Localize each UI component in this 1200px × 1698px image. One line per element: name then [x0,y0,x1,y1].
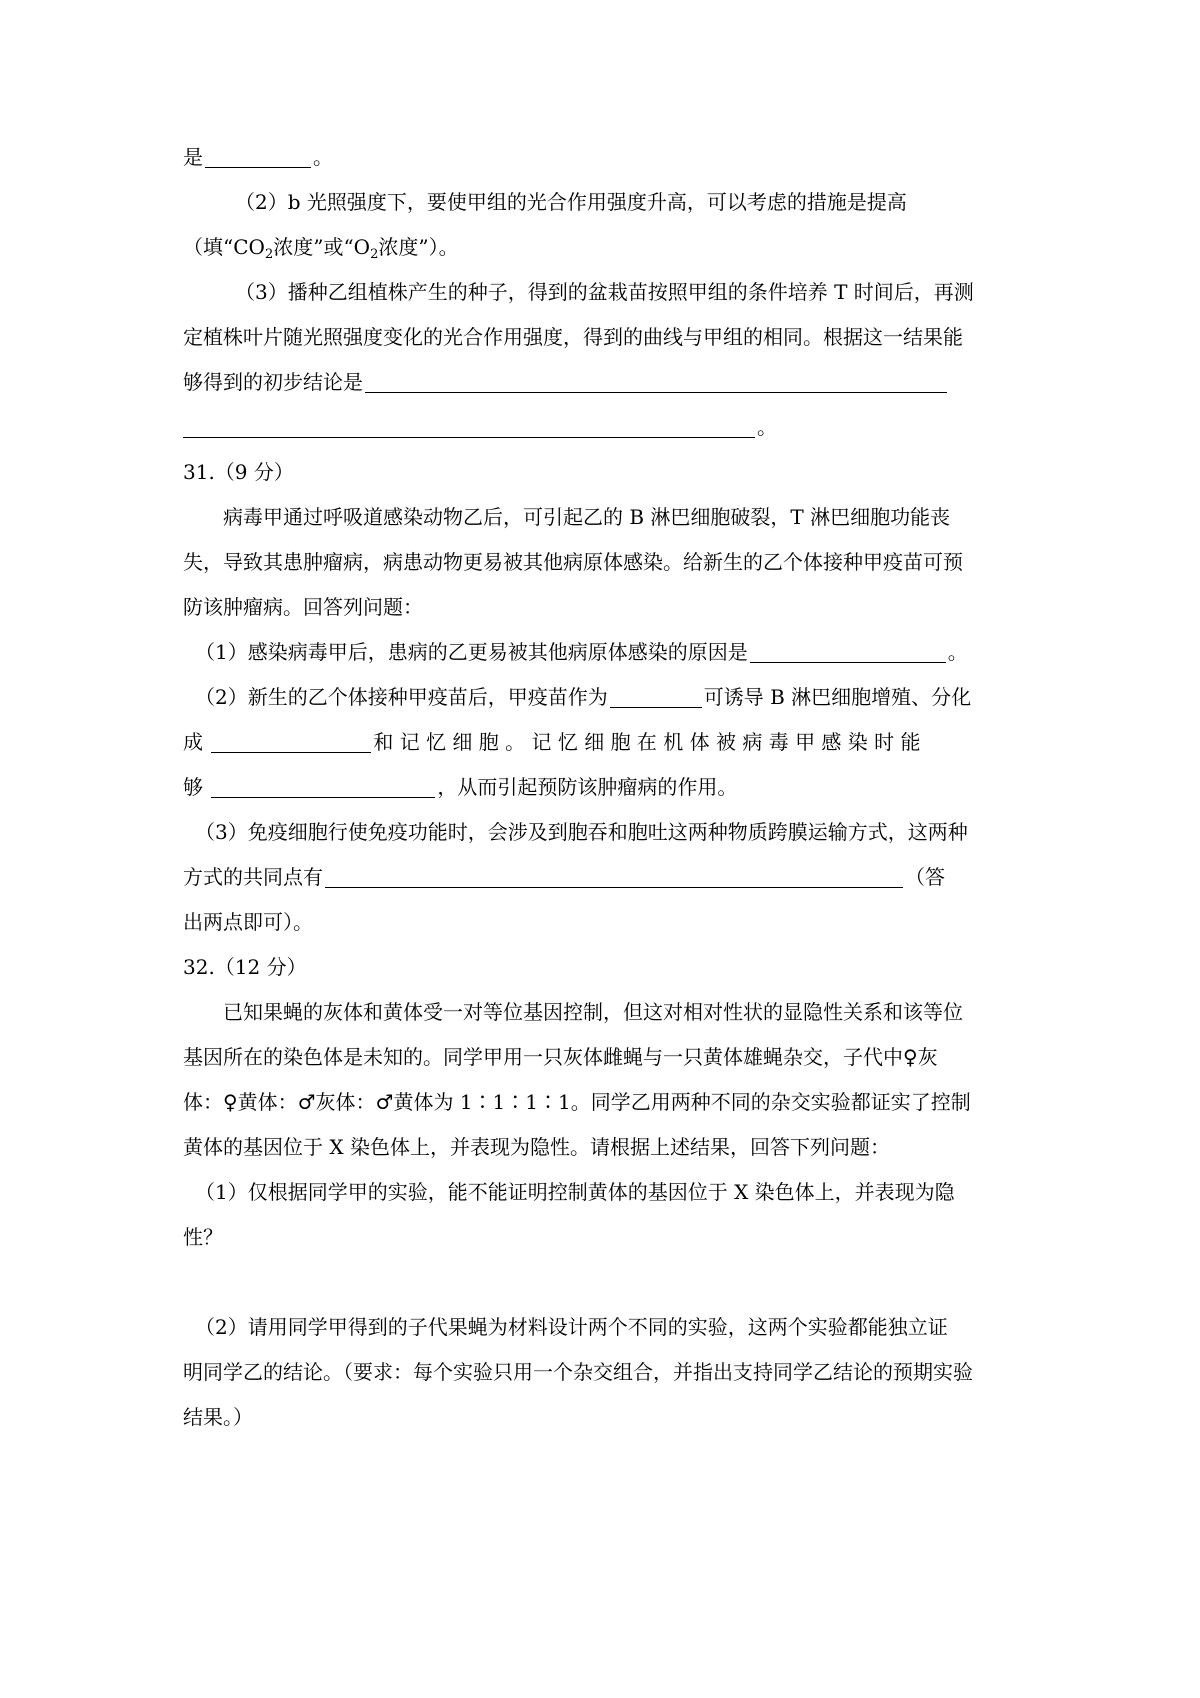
q31-intro-line1: 病毒甲通过呼吸道感染动物乙后，可引起乙的 B 淋巴细胞破裂，T 淋巴细胞功能丧 [223,505,951,529]
q31-p2-line2 [183,728,921,756]
answer-blank[interactable] [365,370,947,393]
q32-p2-line1: （2）请用同学甲得到的子代果蝇为材料设计两个不同的实验，这两个实验都能独立证 [195,1315,948,1339]
q30-p2-line2 [183,233,459,261]
q32-p2-line2: 明同学乙的结论。（要求：每个实验只用一个杂交组合，并指出支持同学乙结论的预期实验 [183,1360,973,1384]
subscript-2: 2 [264,247,274,262]
q31-intro-line3: 防该肿瘤病。回答列问题： [183,595,423,619]
q32-intro-line3: 体：♀黄体：♂灰体：♂黄体为 1∶1∶1∶1。同学乙用两种不同的杂交实验都证实了控制 [183,1090,971,1114]
q31-p3-line3: 出两点即可）。 [183,910,313,934]
q31-p1-line [195,638,968,666]
q31-p3-line2-b: （答 [905,865,945,889]
q31-p1-end: 。 [947,640,968,664]
q30-p3-line4 [183,413,777,441]
q31-p1-text: （1）感染病毒甲后，患病的乙更易被其他病原体感染的原因是 [195,640,748,664]
q32-p1-line2: 性？ [183,1225,223,1249]
q32-intro-line2: 基因所在的染色体是未知的。同学甲用一只灰体雌蝇与一只黄体雄蝇杂交，子代中♀灰 [183,1045,938,1069]
q32-p2-line3: 结果。） [183,1405,253,1429]
q31-p3-line1: （3）免疫细胞行使免疫功能时，会涉及到胞吞和胞吐这两种物质跨膜运输方式，这两种 [195,820,968,844]
q31-p3-line2 [183,863,945,891]
q30-p3-line1: （3）播种乙组植株产生的种子，得到的盆栽苗按照甲组的条件培养 T 时间后，再测 [235,280,974,304]
q30-cont-prefix: 是 [183,145,203,169]
q31-p2-text-b: 可诱导 B 淋巴细胞增殖、分化 [703,685,972,709]
q31-p2-line3-a: 够 [183,775,203,799]
q31-p2-line2-a: 成 [183,730,203,754]
q31-header: 31.（9 分） [183,460,294,484]
answer-blank[interactable] [750,640,946,663]
q32-header: 32.（12 分） [183,955,307,979]
answer-blank[interactable] [205,145,311,168]
subscript-2: 2 [370,247,379,262]
q31-p2-text-a: （2）新生的乙个体接种甲疫苗后，甲疫苗作为 [195,685,608,709]
answer-blank[interactable] [211,775,435,798]
q30-p3-line3 [183,368,949,396]
q30-p3-end: 。 [757,415,777,439]
q30-cont-line [183,143,333,171]
q31-p2-line1 [195,683,971,711]
q31-intro-line2: 失，导致其患肿瘤病，病患动物更易被其他病原体感染。给新生的乙个体接种甲疫苗可预 [183,550,963,574]
q31-p2-line3-b: ，从而引起预防该肿瘤病的作用。 [437,775,738,799]
q31-p2-line2-b: 和 记 忆 细 胞 。 记 忆 细 胞 在 机 体 被 病 毒 甲 感 染 时 能 [373,730,921,754]
q30-p2-text-b: 浓度”或“O [273,235,371,259]
q30-p2-text-a: （填“CO [183,235,265,259]
q32-intro-line1: 已知果蝇的灰体和黄体受一对等位基因控制，但这对相对性状的显隐性关系和该等位 [223,1000,963,1024]
q30-p3-text: 够得到的初步结论是 [183,370,363,394]
q31-p3-line2-a: 方式的共同点有 [183,865,323,889]
q30-p2-text-c: 浓度”）。 [378,235,459,259]
q30-cont-suffix: 。 [313,145,333,169]
answer-blank[interactable] [325,865,903,888]
answer-blank[interactable] [211,730,371,753]
q30-p2-line1: （2）b 光照强度下，要使甲组的光合作用强度升高，可以考虑的措施是提高 [235,190,907,214]
q30-p3-line2: 定植株叶片随光照强度变化的光合作用强度，得到的曲线与甲组的相同。根据这一结果能 [183,325,963,349]
answer-blank[interactable] [183,415,755,438]
q32-intro-line4: 黄体的基因位于 X 染色体上，并表现为隐性。请根据上述结果，回答下列问题： [183,1135,890,1159]
q31-p2-line3 [183,773,737,801]
q32-p1-line1: （1）仅根据同学甲的实验，能不能证明控制黄体的基因位于 X 染色体上，并表现为隐 [195,1180,955,1204]
answer-blank[interactable] [610,685,702,708]
